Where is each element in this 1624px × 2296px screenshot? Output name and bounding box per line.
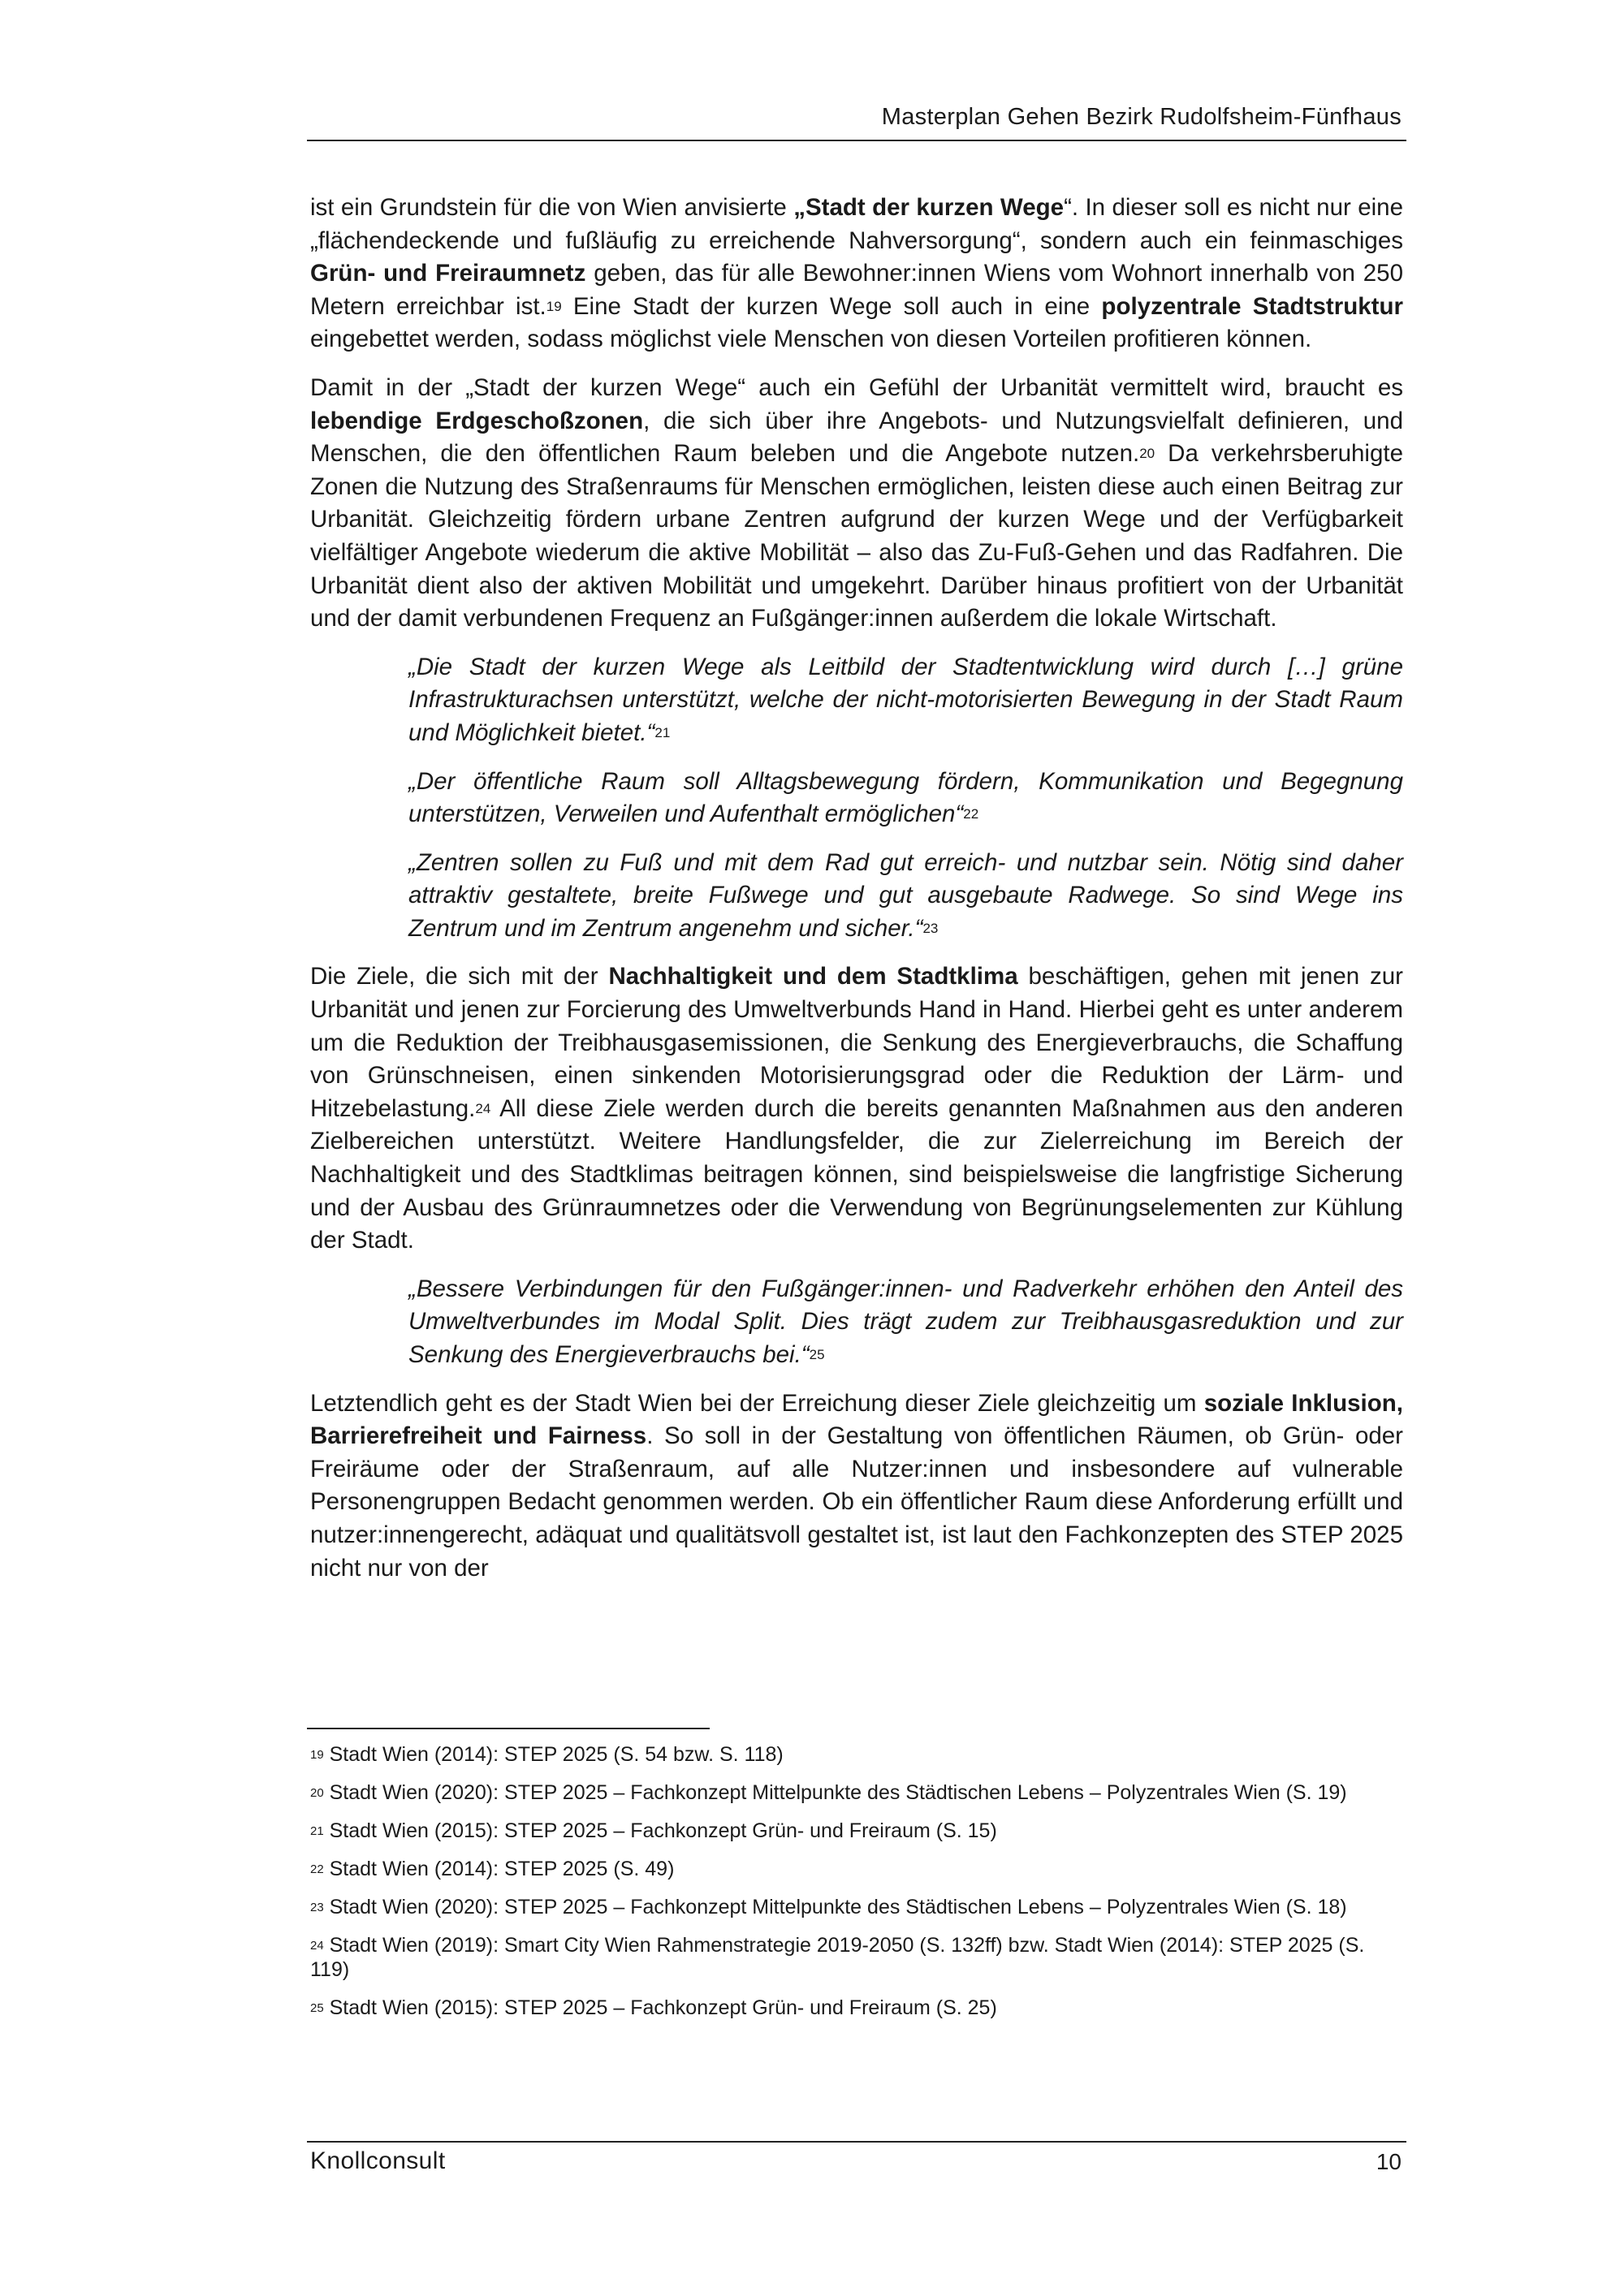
footnote [310, 1933, 1403, 1982]
footnote-ref[interactable]: 22 [963, 806, 979, 822]
quote-text: „Der öffentliche Raum soll Alltagsbewegung fördern, Kommunikation und Begegnung unterstützen, Verweilen und Aufenthalt ermöglichen“ [408, 767, 1403, 828]
footnote-separator [307, 1728, 710, 1729]
bold-term: soziale Inklusion, Barrierefreiheit und Fairness [310, 1389, 1403, 1450]
footnote-number: 23 [310, 1901, 324, 1914]
page-footer [307, 2141, 1406, 2175]
footnote-ref[interactable]: 21 [654, 724, 671, 740]
text-run: Damit in der „Stadt der kurzen Wege“ auch ein Gefühl der Urbanität vermittelt wird, braucht es [310, 373, 1403, 401]
quote-text: „Zentren sollen zu Fuß und mit dem Rad gut erreich- und nutzbar sein. Nötig sind daher attraktiv gestaltete, breite Fußwege und gut ausgebaute Radwege. So sind Wege ins Zentrum und im Zentrum angenehm und sicher.“ [408, 848, 1403, 942]
footnote [310, 1996, 1403, 2020]
footnote [310, 1819, 1403, 1843]
footnote-text: Stadt Wien (2015): STEP 2025 – Fachkonzept Grün- und Freiraum (S. 15) [323, 1819, 997, 1842]
footnote-number: 19 [310, 1748, 324, 1762]
bold-term: lebendige Erdgeschoßzonen [310, 407, 644, 434]
text-run: “. In dieser soll es nicht nur eine „flächendeckende und fußläufig zu erreichende Nahversorgung“, sondern auch ein feinmaschiges [310, 194, 1403, 254]
block-quote [408, 847, 1403, 946]
page-header [307, 104, 1406, 141]
text-run: , die sich über ihre Angebots- und Nutzungsvielfalt definieren, und Menschen, die den öffentlichen Raum beleben und die Angebote nutzen. [310, 407, 1403, 468]
bold-term: polyzentrale Stadtstruktur [1101, 292, 1403, 320]
footnote-number: 24 [310, 1939, 324, 1953]
block-quote [408, 651, 1403, 750]
text-run: beschäftigen, gehen mit jenen zur Urbanität und jenen zur Forcierung des Umweltverbunds Hand in Hand. Hierbei geht es unter anderem um die Reduktion der Treibhausgasemissionen, die Senkung des Energieverbrauchs, die Schaffung von Grünschneisen, einen sinkenden Motorisierungsgrad oder die Reduktion der Lärm- und Hitzebelastung. [310, 963, 1404, 1122]
quote-text: „Die Stadt der kurzen Wege als Leitbild der Stadtentwicklung wird durch […] grüne Infrastrukturachsen unterstützt, welche der nicht-motorisierten Bewegung in der Stadt Raum und Möglichkeit bietet.“ [408, 653, 1403, 746]
page-number: 10 [1376, 2149, 1402, 2174]
footnote-text: Stadt Wien (2020): STEP 2025 – Fachkonzept Mittelpunkte des Städtischen Lebens – Polyzentrales Wien (S. 19) [323, 1781, 1347, 1804]
footnote-text: Stadt Wien (2019): Smart City Wien Rahmenstrategie 2019-2050 (S. 132ff) bzw. Stadt Wien (2014): STEP 2025 (S. 119) [310, 1934, 1365, 1981]
document-title: Masterplan Gehen Bezirk Rudolfsheim-Fünfhaus [881, 104, 1402, 130]
text-run: ist ein Grundstein für die von Wien anvisierte [310, 194, 794, 221]
bold-term: „Stadt der kurzen Wege [793, 194, 1065, 221]
text-run: Da verkehrsberuhigte Zonen die Nutzung des Straßenraums für Menschen ermöglichen, leisten diese auch einen Beitrag zur Urbanität. Gleichzeitig fördern urbane Zentren aufgrund der kurzen Wege und der Verfügbarkeit vielfältiger Angebote wiederum die aktive Mobilität – also das Zu-Fuß-Gehen und das Radfahren. Die Urbanität dient also der aktiven Mobilität und umgekehrt. Darüber hinaus profitiert von der Urbanität und der damit verbundenen Frequenz an Fußgänger:innen außerdem die lokale Wirtschaft. [310, 440, 1403, 632]
footnote-ref[interactable]: 24 [475, 1100, 491, 1116]
text-run: Eine Stadt der kurzen Wege soll auch in eine [561, 292, 1102, 320]
footnote-ref[interactable]: 25 [809, 1347, 825, 1362]
footnote [310, 1857, 1403, 1881]
text-run: eingebettet werden, sodass möglichst viele Menschen von diesen Vorteilen profitieren können. [310, 326, 1312, 353]
footnotes [310, 1742, 1403, 2034]
quote-text: „Bessere Verbindungen für den Fußgänger:innen- und Radverkehr erhöhen den Anteil des Umweltverbundes im Modal Split. Dies trägt zudem zur Treibhausgasreduktion und zur Senkung des Energieverbrauchs bei.“ [408, 1275, 1403, 1368]
text-run: Die Ziele, die sich mit der [310, 963, 609, 990]
footnote-number: 25 [310, 2001, 324, 2015]
paragraph [310, 372, 1403, 636]
footnote-number: 21 [310, 1824, 324, 1838]
footnote-number: 20 [310, 1786, 324, 1800]
text-run: geben, das für alle Bewohner:innen Wiens vom Wohnort innerhalb von 250 Metern erreichbar ist. [310, 260, 1403, 320]
bold-term: Nachhaltigkeit und dem Stadtklima [608, 963, 1018, 990]
main-text [310, 192, 1403, 1600]
paragraph [310, 192, 1403, 356]
footnote-ref[interactable]: 19 [546, 298, 562, 314]
footnote [310, 1742, 1403, 1767]
footnote [310, 1780, 1403, 1805]
paragraph [310, 960, 1403, 1257]
footnote-text: Stadt Wien (2015): STEP 2025 – Fachkonzept Grün- und Freiraum (S. 25) [323, 1996, 997, 2019]
footnote [310, 1895, 1403, 1919]
company-name: Knollconsult [310, 2147, 446, 2174]
footnote-text: Stadt Wien (2014): STEP 2025 (S. 49) [323, 1858, 675, 1880]
bold-term: Grün- und Freiraumnetz [310, 260, 586, 287]
footnote-ref[interactable]: 20 [1139, 446, 1155, 462]
footnote-text: Stadt Wien (2020): STEP 2025 – Fachkonzept Mittelpunkte des Städtischen Lebens – Polyzentrales Wien (S. 18) [323, 1896, 1347, 1918]
text-run: All diese Ziele werden durch die bereits genannten Maßnahmen aus den anderen Zielbereichen unterstützt. Weitere Handlungsfelder, die zur Zielerreichung im Bereich der Nachhaltigkeit und des Stadtklimas beitragen können, sind beispielsweise die langfristige Sicherung und der Ausbau des Grünraumnetzes oder die Verwendung von Begrünungselementen zur Kühlung der Stadt. [310, 1094, 1403, 1254]
footnote-ref[interactable]: 23 [922, 920, 939, 936]
paragraph [310, 1388, 1403, 1586]
text-run: . So soll in der Gestaltung von öffentlichen Räumen, ob Grün- oder Freiräume oder der Straßenraum, auf alle Nutzer:innen und insbesondere auf vulnerable Personengruppen Bedacht genommen werden. Ob ein öffentlicher Raum diese Anforderung erfüllt und nutzer:innengerecht, adäquat und qualitätsvoll gestaltet ist, ist laut den Fachkonzepten des STEP 2025 nicht nur von der [310, 1422, 1403, 1582]
text-run: Letztendlich geht es der Stadt Wien bei der Erreichung dieser Ziele gleichzeitig um [310, 1389, 1204, 1417]
block-quote [408, 766, 1403, 831]
footnote-text: Stadt Wien (2014): STEP 2025 (S. 54 bzw. S. 118) [323, 1743, 784, 1766]
footnote-number: 22 [310, 1862, 324, 1876]
block-quote [408, 1273, 1403, 1372]
